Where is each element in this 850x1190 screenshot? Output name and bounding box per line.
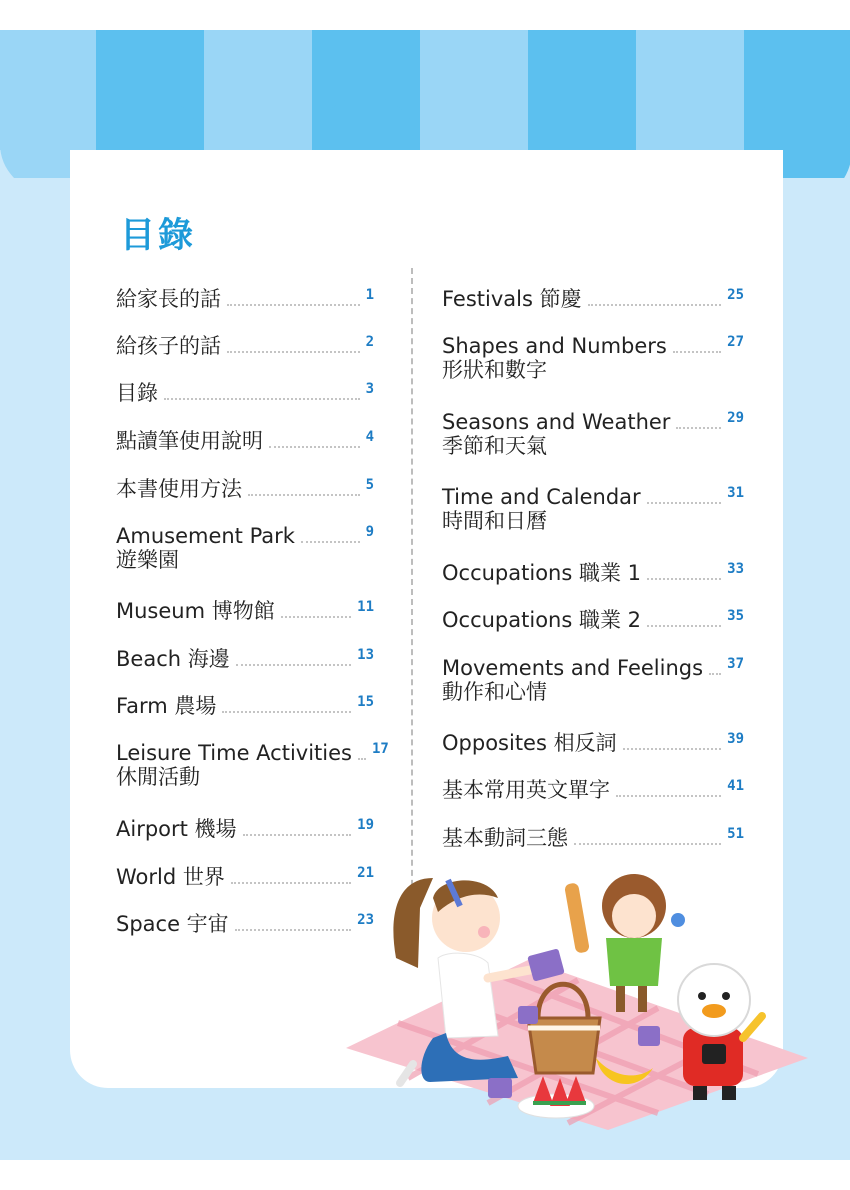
toc-entry-subtitle: 休閒活動 [116, 765, 200, 789]
toc-entry[interactable] [442, 602, 744, 635]
toc-entry-subtitle: 動作和心情 [442, 680, 547, 704]
toc-entry-label: 基本常用英文單字 [442, 778, 610, 802]
leader-dots [235, 929, 351, 931]
toc-entry-subtitle: 時間和日曆 [442, 509, 547, 533]
leader-dots [616, 795, 721, 797]
toc-entry[interactable] [116, 281, 374, 314]
leader-dots [269, 446, 360, 448]
toc-page-number: 4 [365, 429, 374, 445]
toc-entry[interactable] [116, 423, 374, 456]
toc-entry-label: Farm 農場 [116, 694, 217, 718]
toc-page-number: 29 [727, 410, 744, 426]
leader-dots [248, 494, 360, 496]
toc-entry[interactable] [116, 811, 374, 844]
picnic-illustration [338, 868, 808, 1133]
cup [638, 1026, 660, 1046]
toc-page-number: 21 [357, 865, 374, 881]
cup [488, 1078, 512, 1098]
leader-dots [227, 351, 360, 353]
toc-page-number: 1 [365, 287, 374, 303]
toc-entry[interactable] [116, 859, 374, 892]
leader-dots [673, 351, 721, 353]
toc-page-number: 39 [727, 731, 744, 747]
toc-entry-label: Opposites 相反詞 [442, 731, 617, 755]
toc-page-number: 5 [365, 477, 374, 493]
toc-entry-label: Museum 博物館 [116, 599, 275, 623]
toc-page-number: 13 [357, 647, 374, 663]
toc-entry-label: Beach 海邊 [116, 647, 230, 671]
toc-page-number: 37 [727, 656, 744, 672]
toc-entry-label: 點讀筆使用說明 [116, 429, 263, 453]
leader-dots [227, 304, 360, 306]
leader-dots [647, 502, 721, 504]
toc-entry-label: Movements and Feelings [442, 656, 704, 680]
toc-entry[interactable] [442, 820, 744, 853]
toc-entry-label: Airport 機場 [116, 817, 237, 841]
toc-entry[interactable] [116, 375, 374, 408]
toc-entry-label: 目錄 [116, 381, 158, 405]
leader-dots [301, 541, 360, 543]
toc-page-number: 23 [357, 912, 374, 928]
toc-page-number: 9 [365, 524, 374, 540]
toc-entry-label: Time and Calendar [442, 485, 641, 509]
leader-dots [623, 748, 722, 750]
toc-entry-label: 給孩子的話 [116, 334, 221, 358]
toc-entry[interactable] [116, 328, 374, 361]
toc-entry-label: Amusement Park [116, 524, 295, 548]
toc-page-number: 11 [357, 599, 374, 615]
leader-dots [574, 843, 721, 845]
leader-dots [281, 616, 351, 618]
toc-entry-subtitle: 遊樂園 [116, 548, 179, 572]
toc-entry[interactable] [116, 471, 374, 504]
leader-dots [709, 673, 721, 675]
cup [518, 1006, 538, 1024]
toc-page-number: 41 [727, 778, 744, 794]
toc-page-number: 15 [357, 694, 374, 710]
toc-entry-label: Space 宇宙 [116, 912, 229, 936]
leader-dots [236, 664, 351, 666]
leader-dots [231, 882, 351, 884]
leader-dots [164, 398, 360, 400]
page-title: 目錄 [120, 216, 197, 256]
toc-page-number: 51 [727, 826, 744, 842]
mascot-figure [678, 964, 762, 1100]
toc-entry-label: 基本動詞三態 [442, 826, 568, 850]
toc-entry[interactable] [442, 772, 744, 805]
toc-page-number: 31 [727, 485, 744, 501]
toc-page-number: 25 [727, 287, 744, 303]
toc-entry-label: Shapes and Numbers [442, 334, 667, 358]
toc-entry[interactable] [116, 641, 374, 674]
toc-page-number: 19 [357, 817, 374, 833]
leader-dots [676, 427, 721, 429]
toc-entry-subtitle: 形狀和數字 [442, 358, 547, 382]
toc-entry-label: Occupations 職業 2 [442, 608, 642, 632]
leader-dots [358, 758, 366, 760]
toc-entry[interactable] [116, 906, 374, 939]
toc-page-number: 3 [365, 381, 374, 397]
toc-entry-label: 本書使用方法 [116, 477, 242, 501]
toc-page-number: 17 [371, 741, 389, 757]
toc-entry[interactable] [442, 725, 744, 758]
toc-page-number: 27 [727, 334, 744, 350]
toc-entry[interactable] [442, 555, 744, 588]
leader-dots [647, 578, 721, 580]
leader-dots [222, 711, 351, 713]
leader-dots [243, 834, 352, 836]
column-divider [411, 268, 413, 936]
toc-entry-label: Festivals 節慶 [442, 287, 582, 311]
toc-entry-label: Leisure Time Activities [116, 741, 352, 765]
toc-entry-label: Seasons and Weather [442, 410, 671, 434]
toc-entry-label: World 世界 [116, 865, 225, 889]
toc-entry[interactable] [116, 688, 374, 721]
toc-entry-label: Occupations 職業 1 [442, 561, 642, 585]
leader-dots [588, 304, 722, 306]
toc-page-number: 35 [727, 608, 744, 624]
toc-entry-subtitle: 季節和天氣 [442, 434, 547, 458]
toc-page-number: 33 [727, 561, 744, 577]
toc-entry[interactable] [442, 281, 744, 314]
toc-entry[interactable] [116, 593, 374, 626]
leader-dots [647, 625, 721, 627]
toc-entry-label: 給家長的話 [116, 287, 221, 311]
toc-page-number: 2 [365, 334, 374, 350]
